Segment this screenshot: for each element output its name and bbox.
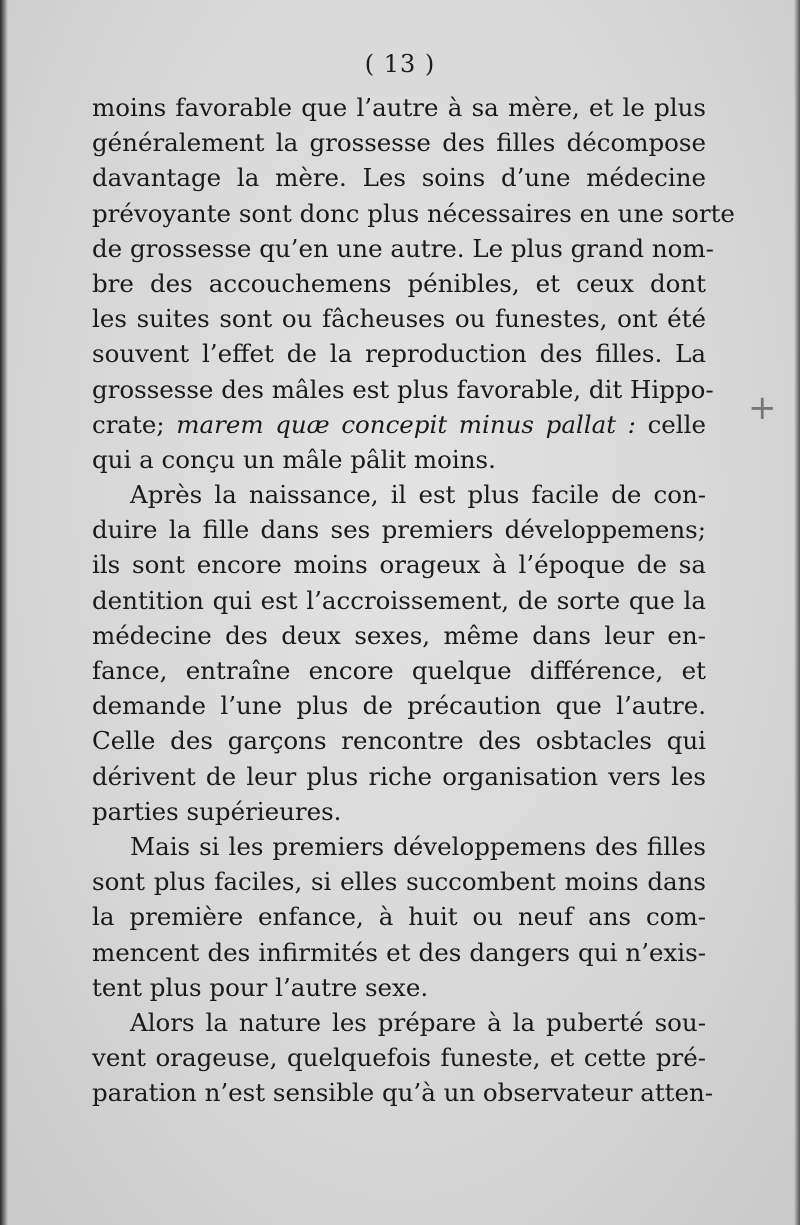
text-line: demande l’une plus de précaution que l’autre. bbox=[92, 691, 706, 721]
text-line: vent orageuse, quelquefois funeste, et cette pré- bbox=[92, 1043, 706, 1073]
text-line: dérivent de leur plus riche organisation vers les bbox=[92, 761, 706, 791]
page-number: ( 13 ) bbox=[364, 50, 436, 78]
text-line: mencent des infirmités et des dangers qui n’exis- bbox=[92, 937, 706, 967]
text-line: tent plus pour l’autre sexe. bbox=[92, 972, 429, 1002]
text-line-with-quote bbox=[92, 407, 706, 442]
text-line: Celle des garçons rencontre des osbtacles qui bbox=[92, 726, 706, 756]
text-segment: crate; bbox=[92, 409, 165, 439]
text-line: la première enfance, à huit ou neuf ans com- bbox=[92, 902, 706, 932]
text-line: fance, entraîne encore quelque différence, et bbox=[92, 656, 706, 685]
page-edge-shadow bbox=[794, 0, 800, 1225]
text-line: grossesse des mâles est plus favorable, dit Hippo- bbox=[92, 374, 714, 404]
body-text bbox=[92, 90, 735, 1110]
text-segment: celle bbox=[647, 409, 706, 439]
text-line: moins favorable que l’autre à sa mère, et le plus bbox=[92, 93, 706, 122]
text-line: souvent l’effet de la reproduction des filles. La bbox=[92, 339, 706, 369]
text-line: paration n’est sensible qu’à un observateur atten- bbox=[92, 1078, 714, 1108]
text-line: davantage la mère. Les soins d’une médecine bbox=[92, 163, 706, 193]
page-binding-shadow bbox=[0, 0, 8, 1225]
paragraph-start: Après la naissance, il est plus facile de con- bbox=[130, 480, 706, 510]
text-line: dentition qui est l’accroissement, de sorte que la bbox=[92, 585, 706, 615]
text-line: médecine des deux sexes, même dans leur en- bbox=[92, 620, 706, 650]
text-line: qui a conçu un mâle pâlit moins. bbox=[92, 444, 496, 474]
text-line: les suites sont ou fâcheuses ou funestes, ont été bbox=[92, 304, 706, 334]
text-line: bre des accouchemens pénibles, et ceux dont bbox=[92, 268, 706, 298]
latin-quote: marem quæ concepit minus pallat : bbox=[176, 409, 636, 439]
text-line: sont plus faciles, si elles succombent moins dans bbox=[92, 867, 706, 897]
text-line: de grossesse qu’en une autre. Le plus grand nom- bbox=[92, 233, 714, 263]
text-line: duire la fille dans ses premiers développemens; bbox=[92, 515, 706, 545]
margin-cross-mark: + bbox=[748, 388, 777, 428]
paragraph-start: Alors la nature les prépare à la puberté sou- bbox=[130, 1007, 706, 1037]
text-line: ils sont encore moins orageux à l’époque de sa bbox=[92, 550, 706, 580]
paragraph-start: Mais si les premiers développemens des filles bbox=[130, 831, 706, 861]
text-line: généralement la grossesse des filles décompose bbox=[92, 128, 706, 158]
text-line: parties supérieures. bbox=[92, 796, 342, 826]
text-line: prévoyante sont donc plus nécessaires en une sorte bbox=[92, 198, 735, 228]
